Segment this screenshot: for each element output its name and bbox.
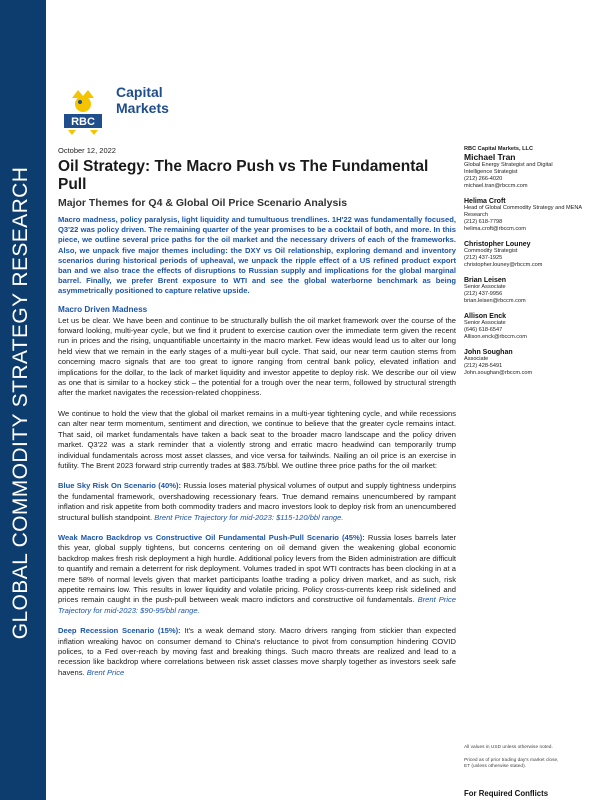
contact-name: Brian Leisen bbox=[464, 277, 507, 284]
contact-name: Helima Croft bbox=[464, 198, 506, 205]
contact-phone: (212) 437-9956 bbox=[464, 291, 503, 297]
contact-role: Head of Global Commodity Strategy and MENA Research bbox=[464, 205, 582, 218]
contact-email[interactable]: Allison.enck@rbccm.com bbox=[464, 334, 527, 340]
sidebar-band bbox=[0, 0, 46, 800]
report-body bbox=[58, 146, 456, 678]
scenario-weak-macro bbox=[58, 533, 456, 616]
pricing-note-1: Priced as of prior trading day's market close, bbox=[464, 758, 559, 763]
report-date: October 12, 2022 bbox=[58, 146, 116, 155]
scenario-price-target: Brent Price Trajectory for mid-2023: $115-120/bbl range. bbox=[154, 512, 344, 522]
contact-phone: (646) 618-6547 bbox=[464, 327, 503, 333]
body-paragraph-2: We continue to hold the view that the global oil market remains in a multi-year tightening cycle, and while recessions can alter near term momentum, sentiment and direction, we continue to believe that the greater cycle remains intact. That said, oil market fundamentals have taken a back seat to the broader macro landscape and the policy driven market. Q3'22 was a stark reminder that a violently strong and erratic macro headwind can temporarily trump individual fundamentals across most asset classes, and vice versa for tailwinds. Nailing an oil price is an exercise in futility. The Brent 2023 forward strip currently trades at $83.75/bbl. We outline three price paths for the oil market: bbox=[58, 408, 456, 470]
scenario-text: It's a weak demand story. Macro drivers ranging from stickier than expected inflation wreaking havoc on consumer demand to China's reluctance to pivot from consumption hindering COVID polices, to a Fed over-reach by moving fast and breaking things. Such macro threats are realized and lead to a recession like backdrop where correlations between risk asset classes move sharply together as investors seek safe havens. bbox=[58, 626, 456, 677]
contact-phone: (212) 618-7798 bbox=[464, 219, 503, 225]
contact-email[interactable]: John.soughan@rbccm.com bbox=[464, 370, 533, 376]
lead-analyst-email[interactable]: michael.tran@rbccm.com bbox=[464, 183, 528, 189]
lead-analyst-title-1: Global Energy Strategist and Digital bbox=[464, 162, 553, 168]
contact-role: Associate bbox=[464, 356, 489, 362]
contact-name: Christopher Louney bbox=[464, 241, 531, 248]
analyst-contacts bbox=[464, 146, 596, 377]
report-subtitle: Major Themes for Q4 & Global Oil Price Scenario Analysis bbox=[58, 197, 348, 209]
intro-summary: Macro madness, policy paralysis, light liquidity and tumultuous trendlines. 1H'22 was fundamentally focused, Q3'22 was policy driven. The remaining quarter of the year promises to be a cocktail of both, and more. In this piece, we outline several price paths for the oil market and the necessary drivers of each of the frameworks. Also, we unpack five major themes including: the DXY vs Oil relationship, exploring demand and inventory scenarios during historical periods of upheaval, we unpack the ripple effect of a US refined product export ban and we also trace the effects of disruptions to Russian supply and implications for the global marginal barrel. Finally, we prefer Brent exposure to WTI and see the global waterborne benchmark as being asymmetrically positioned to capture relative upside. bbox=[58, 215, 456, 296]
report-title: Oil Strategy: The Macro Push vs The Fundamental Pull bbox=[58, 158, 429, 193]
scenario-price-target: Brent Price Trajectory for mid-2023: $90-95/bbl range. bbox=[58, 595, 456, 615]
contact-email[interactable]: brian.leisen@rbccm.com bbox=[464, 298, 526, 304]
scenario-label: Blue Sky Risk On Scenario (40%): bbox=[58, 481, 182, 491]
contact-phone: (212) 437-1925 bbox=[464, 255, 503, 261]
contact-card bbox=[464, 277, 596, 305]
scenario-text: Russia loses barrels later this year, global supply tightens, but concerns centering on oil demand given the weakening global economic backdrop makes fresh risk deployment a high hurdle. Additional policy levers from the Biden administration are difficult to quantify and remain a deterrent for risk deployment. Volumes traded in spot WTI contracts has been clocking in at a mere 58% of normal levels given that market participants loathe trading a policy driven market, and as such, risk appetite remains low. This results in lower liquidity and volatile pricing. Policy cross-currents keep risk sidelined and prices remain caught in the push-pull between weak macro indictors and constructive oil fundamentals. bbox=[58, 532, 456, 605]
contact-phone: (212) 428-5491 bbox=[464, 363, 503, 369]
lead-analyst-name: Michael Tran bbox=[464, 152, 516, 162]
contact-card bbox=[464, 241, 596, 269]
lead-analyst-title-2: Intelligence Strategist bbox=[464, 169, 518, 175]
contact-email[interactable]: helima.croft@rbccm.com bbox=[464, 226, 526, 232]
scenario-price-target: Brent Price bbox=[86, 667, 125, 677]
contact-name: Allison Enck bbox=[464, 313, 507, 320]
conflicts-heading: For Required Conflicts bbox=[464, 789, 549, 798]
contact-role: Senior Associate bbox=[464, 284, 506, 290]
contact-role: Senior Associate bbox=[464, 320, 506, 326]
contact-card bbox=[464, 313, 596, 341]
scenario-blue-sky bbox=[58, 481, 456, 523]
section-heading-macro: Macro Driven Madness bbox=[58, 304, 148, 314]
logo-text: RBC bbox=[71, 116, 95, 128]
contact-card bbox=[464, 198, 596, 233]
body-paragraph-1: Let us be clear. We have been and continue to be structurally bullish the oil market framework over the course of the forward looking, multi-year cycle, but we find it prudent to exercise caution over the immediate term given the recent run in prices and the rising, unquantifiable uncertainty in the macro market. Few ideas would lead us to alter our long held view that we remain in the early stages of a multi-year bull cycle. That said, our near term caution stems from concerning macro signals that are too great to ignore ranging from central bank policy, elevated inflation and implications for the dollar, to the lack of market liquidity and investor appetite to deploy risk. We describe our oil view as one that is similar to a hockey stick – the potential for a trough over the near term, followed by structural strength after the market navigates the recession-related choppiness. bbox=[58, 315, 456, 398]
scenario-label: Deep Recession Scenario (15%): bbox=[58, 626, 181, 636]
scenario-text: Russia loses material physical volumes of output and supply tightness underpins the fundamental framework, overshadowing recessionary fears. True demand remains unencumbered by rampant inflation and risk appetite from both commodity traders and macro investors look to deploy risk from an unencumbered structural bullish standpoint. bbox=[58, 481, 456, 522]
contact-email[interactable]: christopher.louney@rbccm.com bbox=[464, 262, 543, 268]
brand-line-2: Markets bbox=[116, 100, 169, 116]
contact-role: Commodity Strategist bbox=[464, 248, 518, 254]
pricing-note-2: ET (unless otherwise stated). bbox=[464, 764, 527, 769]
contact-card bbox=[464, 349, 596, 377]
sidebar-band-text: GLOBAL COMMODITY STRATEGY RESEARCH bbox=[9, 166, 32, 640]
lead-analyst-phone: (212) 266-4020 bbox=[464, 176, 503, 182]
scenario-deep-recession bbox=[58, 626, 456, 678]
rbc-logo-icon bbox=[58, 84, 108, 136]
scenario-label: Weak Macro Backdrop vs Constructive Oil Fundamental Push-Pull Scenario (45%): bbox=[58, 532, 365, 542]
contact-name: John Soughan bbox=[464, 349, 513, 356]
firm-name: RBC Capital Markets, LLC bbox=[464, 146, 534, 152]
brand-line-1: Capital bbox=[116, 84, 163, 100]
currency-note: All values in USD unless otherwise noted. bbox=[464, 745, 553, 750]
brand-name bbox=[116, 84, 169, 116]
